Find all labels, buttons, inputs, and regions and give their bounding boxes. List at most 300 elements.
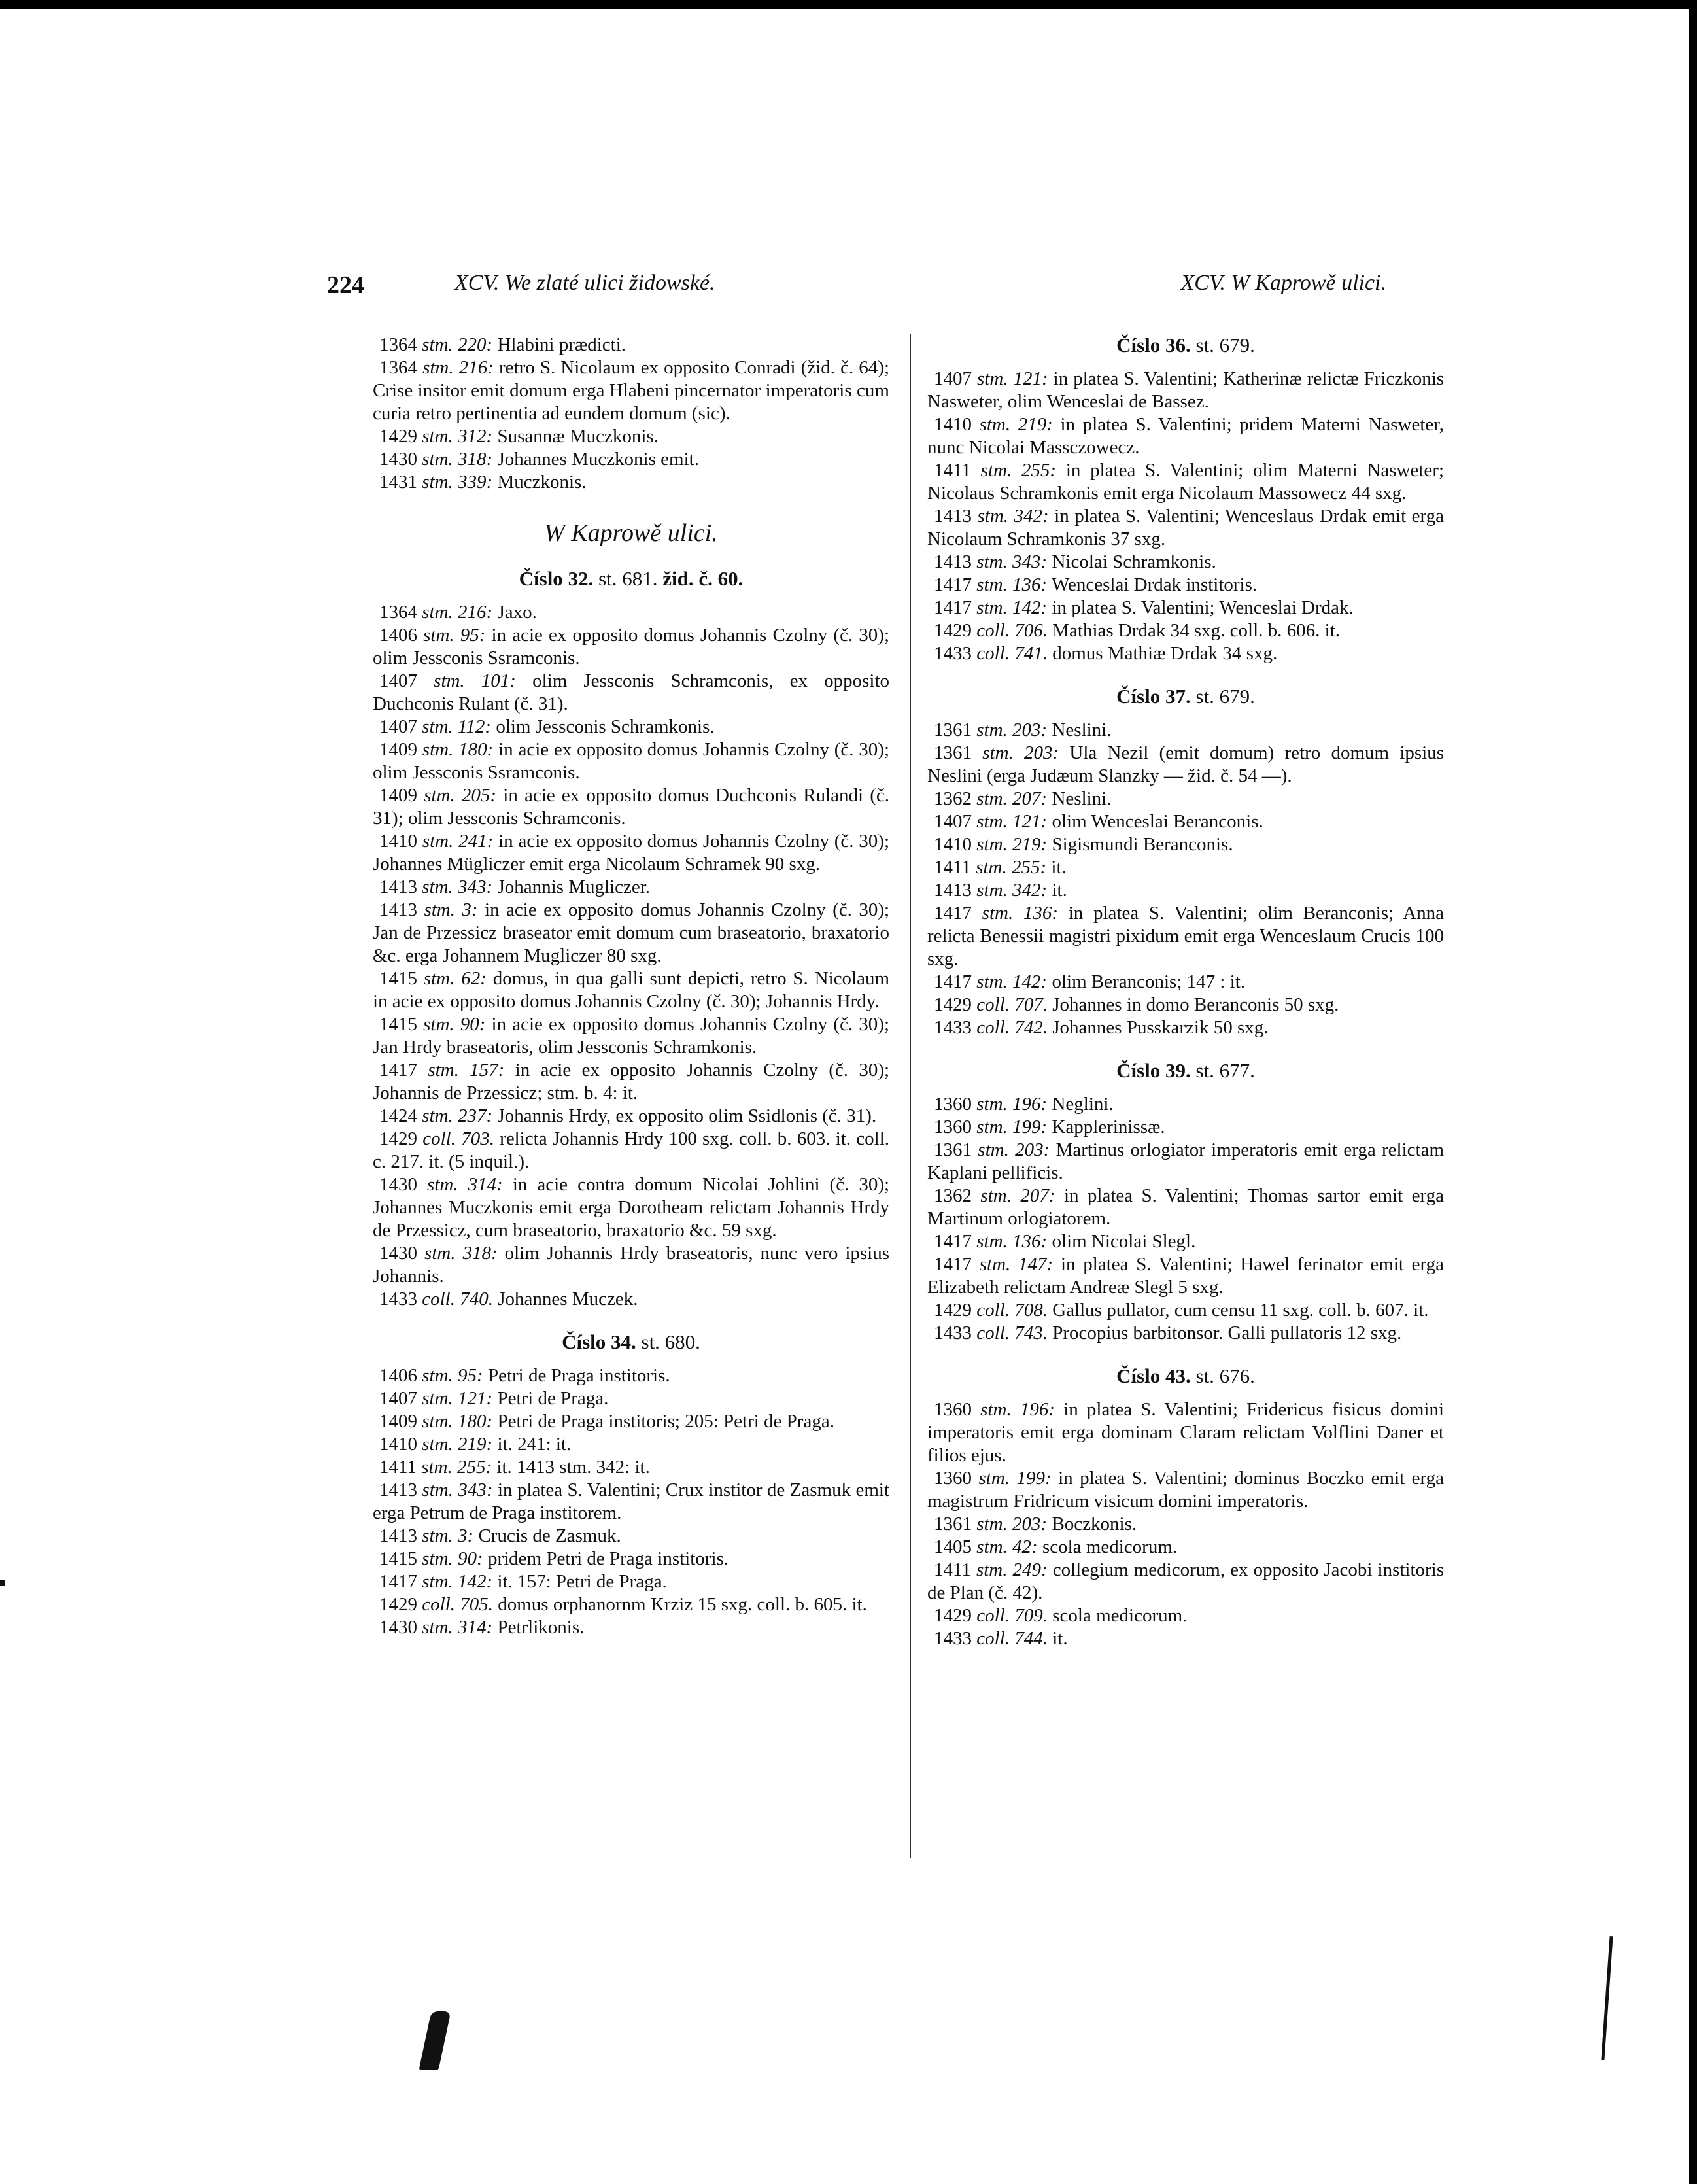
record-entry [927, 1322, 1444, 1345]
record-entry [927, 574, 1444, 597]
entry-text: Kapplerinissæ. [1052, 1117, 1165, 1137]
entry-number: 90: [460, 1014, 486, 1035]
entry-number: 207: [1012, 788, 1048, 809]
record-entry [927, 642, 1444, 665]
entry-number: 241: [458, 831, 494, 852]
entry-text: domus, in qua galli sunt depicti, retro S. Nicolaum in acie ex opposito domus Johannis Czolny (č. 30); Johannis Hrdy. [373, 968, 890, 1012]
right-sections [927, 334, 1444, 1650]
cislo-label: Číslo [1116, 685, 1161, 708]
record-entry [927, 368, 1444, 413]
record-entry [373, 1616, 889, 1639]
entry-text: collegium medicorum, ex opposito Jacobi institoris de Plan (č. 42). [927, 1559, 1445, 1603]
entry-source: stm. [976, 880, 1008, 901]
entry-source: coll. [976, 620, 1010, 641]
scan-edge-line [1601, 1936, 1613, 2060]
cislo-label: Číslo [562, 1330, 606, 1353]
entry-source: coll. [976, 994, 1010, 1015]
entry-number: 196: [1012, 1094, 1048, 1115]
entry-source: stm. [423, 1014, 454, 1035]
cislo-st: st. 679. [1195, 685, 1255, 708]
cislo-label: Číslo [1116, 334, 1161, 356]
entry-year: 1364 [379, 357, 417, 378]
entry-source: stm. [428, 1060, 459, 1081]
record-entry [927, 459, 1444, 505]
entry-text: in acie ex opposito domus Johannis Czolny (č. 30); Jan de Przessicz braseator emit domum cum braseatorio, braxatorio &c. erga Johannem Mugliczer 80 sxg. [373, 899, 890, 966]
entry-number: 709. [1014, 1605, 1048, 1626]
entry-source: stm. [422, 1105, 453, 1126]
entry-text: Wenceslai Drdak institoris. [1051, 574, 1258, 595]
entry-source: stm. [422, 334, 453, 355]
entry-year: 1360 [934, 1094, 972, 1115]
entry-year: 1411 [934, 1559, 971, 1580]
record-entry [373, 830, 889, 876]
record-entry [373, 471, 889, 494]
record-entry [927, 1467, 1444, 1513]
record-entry [927, 1559, 1444, 1604]
record-entry [927, 742, 1444, 788]
entry-source: stm. [982, 903, 1014, 924]
entry-text: Petri de Praga institoris; 205: Petri de Praga. [497, 1411, 834, 1432]
entry-year: 1406 [379, 1365, 417, 1386]
entry-source: coll. [976, 1323, 1010, 1343]
entry-number: 705. [460, 1594, 493, 1615]
entry-text: it. [1052, 1628, 1068, 1649]
entry-source: stm. [423, 968, 455, 989]
entry-year: 1407 [379, 670, 417, 691]
cislo-label: Číslo [1116, 1059, 1161, 1082]
entry-text: it. 241: it. [497, 1434, 572, 1455]
cislo-st: st. 679. [1195, 334, 1255, 356]
entry-number: 343: [1012, 551, 1048, 572]
entry-text: Johannes in domo Beranconis 50 sxg. [1052, 994, 1339, 1015]
entry-number: 339: [458, 472, 493, 493]
entry-year: 1433 [934, 1017, 972, 1038]
entry-text: Johannes Muczek. [498, 1289, 638, 1309]
entry-number: 62: [461, 968, 487, 989]
record-entry [373, 1173, 889, 1242]
record-entry [373, 1410, 889, 1433]
entry-text: Procopius barbitonsor. Galli pullatoris 12 sxg. [1052, 1323, 1402, 1343]
entry-text: in platea S. Valentini; Thomas sartor emit erga Martinum orlogiatorem. [927, 1185, 1444, 1229]
entry-number: 220: [458, 334, 493, 355]
entry-number: 314: [468, 1174, 503, 1195]
entry-source: stm. [434, 670, 465, 691]
entry-text: pridem Petri de Praga institoris. [487, 1548, 729, 1569]
entry-number: 255: [456, 1457, 492, 1478]
record-entry [927, 1398, 1444, 1467]
entry-text: Sigismundi Beranconis. [1052, 834, 1233, 855]
record-entry [927, 1513, 1444, 1536]
entry-text: Petrlikonis. [497, 1617, 585, 1638]
record-entry [927, 619, 1444, 642]
cislo-number: 39. [1165, 1059, 1191, 1082]
entry-number: 95: [460, 625, 486, 646]
intro-entries [373, 334, 889, 494]
record-entry [927, 1093, 1444, 1116]
entry-source: stm. [976, 834, 1008, 855]
entry-year: 1360 [934, 1468, 972, 1489]
entry-text: in platea S. Valentini; Crux institor de Zasmuk emit erga Petrum de Praga institorem. [373, 1480, 890, 1523]
entry-source: stm. [980, 1185, 1012, 1206]
record-entry [927, 1016, 1444, 1039]
entry-number: 255: [1021, 460, 1057, 481]
entry-source: stm. [976, 597, 1008, 618]
entry-text: Nicolai Schramkonis. [1052, 551, 1216, 572]
entry-text: Boczkonis. [1052, 1514, 1137, 1534]
entry-source: stm. [977, 506, 1009, 527]
entry-number: 703. [461, 1128, 494, 1149]
entry-number: 95: [458, 1365, 483, 1386]
entry-text: in platea S. Valentini; olim Beranconis; Anna relicta Benessii magistri pixidum emit erga Wenceslaum Crucis 100 sxg. [927, 903, 1445, 969]
entry-text: in platea S. Valentini; Katherinæ relictæ Friczkonis Nasweter, olim Wenceslai de Bassez. [927, 368, 1445, 412]
entry-source: stm. [422, 1388, 453, 1409]
entry-number: 708. [1014, 1300, 1048, 1321]
house-number-heading [927, 1364, 1444, 1388]
entry-number: 314: [458, 1617, 493, 1638]
record-entry [927, 719, 1444, 742]
entry-number: 42: [1012, 1536, 1038, 1557]
record-entry [373, 1059, 889, 1105]
entry-number: 3: [458, 1525, 474, 1546]
entry-year: 1362 [934, 1185, 972, 1206]
entry-source: stm. [978, 1468, 1010, 1489]
entry-source: stm. [422, 1571, 453, 1592]
record-entry [927, 994, 1444, 1016]
entry-year: 1415 [379, 968, 417, 989]
entry-year: 1407 [379, 716, 417, 737]
entry-number: 142: [1012, 971, 1048, 992]
record-entry [373, 1433, 889, 1456]
entry-year: 1429 [379, 426, 417, 447]
entry-year: 1410 [379, 1434, 417, 1455]
entry-year: 1405 [934, 1536, 972, 1557]
record-entry [373, 334, 889, 356]
entry-source: coll. [976, 643, 1010, 664]
entry-source: stm. [422, 449, 453, 470]
record-entry [373, 448, 889, 471]
entry-year: 1430 [379, 1617, 417, 1638]
entry-number: 219: [1012, 834, 1048, 855]
scan-border-top [0, 0, 1697, 9]
entry-text: in acie ex opposito domus Johannis Czolny (č. 30); olim Jessconis Ssramconis. [373, 625, 890, 668]
cislo-st: st. 677. [1195, 1059, 1255, 1082]
entry-number: 343: [458, 876, 493, 897]
entry-source: stm. [422, 1525, 453, 1546]
entry-text: Crucis de Zasmuk. [478, 1525, 621, 1546]
house-number-heading [373, 1330, 889, 1354]
entry-number: 101: [481, 670, 516, 691]
entry-text: Johannis Mugliczer. [497, 876, 651, 897]
record-entry [373, 601, 889, 624]
entry-year: 1413 [379, 876, 417, 897]
entry-number: 744. [1014, 1628, 1048, 1649]
entry-text: olim Johannis Hrdy braseatoris, nunc vero ipsius Johannis. [373, 1243, 889, 1287]
cislo-number: 43. [1165, 1364, 1191, 1387]
entry-text: olim Jessconis Schramconis, ex opposito Duchconis Rulant (č. 31). [373, 670, 890, 714]
entry-text: it. [1052, 880, 1067, 901]
entry-text: in acie ex opposito Johannis Czolny (č. 30); Johannis de Przessicz; stm. b. 4: it. [373, 1060, 890, 1103]
record-entry [927, 1116, 1444, 1139]
entry-text: in acie ex opposito domus Duchconis Rulandi (č. 31); olim Jessconis Schramconis. [373, 785, 890, 829]
entry-number: 742. [1014, 1017, 1048, 1038]
record-entry [373, 1479, 889, 1525]
entry-year: 1413 [934, 551, 972, 572]
entry-number: 219: [1018, 414, 1053, 435]
record-entry [927, 1253, 1444, 1299]
entry-text: scola medicorum. [1052, 1605, 1188, 1626]
entry-year: 1417 [934, 574, 972, 595]
entry-source: stm. [422, 739, 454, 760]
entry-text: olim Beranconis; 147 : it. [1052, 971, 1246, 992]
entry-year: 1361 [934, 742, 972, 763]
entry-text: in platea S. Valentini; dominus Boczko emit erga magistrum Fridricum visicum domini imperatoris. [927, 1468, 1445, 1512]
entry-source: stm. [976, 368, 1008, 389]
entry-year: 1415 [379, 1014, 417, 1035]
running-head-left: XCV. We zlaté ulici židowské. [454, 271, 715, 295]
entry-text: Johannes Muczkonis emit. [497, 449, 699, 470]
entry-number: 3: [462, 899, 478, 920]
entry-text: domus orphanornm Krziz 15 sxg. coll. b. 605. it. [498, 1594, 867, 1615]
entry-year: 1410 [379, 831, 417, 852]
entry-text: Neslini. [1052, 788, 1112, 809]
entry-source: stm. [978, 1139, 1009, 1160]
entry-year: 1361 [934, 1139, 972, 1160]
entry-source: stm. [422, 357, 454, 378]
entry-source: stm. [422, 876, 453, 897]
cislo-number: 34. [611, 1330, 636, 1353]
entry-year: 1409 [379, 739, 417, 760]
entry-source: stm. [976, 574, 1008, 595]
column-divider [910, 334, 911, 1858]
entry-year: 1413 [934, 506, 972, 527]
entry-source: stm. [976, 1514, 1008, 1534]
entry-source: stm. [422, 1411, 453, 1432]
cislo-st: st. 676. [1195, 1364, 1255, 1387]
entry-source: stm. [422, 1480, 453, 1500]
record-entry [927, 597, 1444, 619]
entry-source: coll. [422, 1289, 455, 1309]
scan-mark [0, 1580, 5, 1586]
record-entry [373, 356, 889, 425]
entry-text: Hlabini prædicti. [497, 334, 626, 355]
record-entry [373, 1456, 889, 1479]
entry-year: 1410 [934, 834, 972, 855]
record-entry [373, 1364, 889, 1387]
entry-year: 1433 [934, 1323, 972, 1343]
entry-text: Martinus orlogiator imperatoris emit erga relictam Kaplani pellificis. [927, 1139, 1445, 1183]
entry-text: it. 157: Petri de Praga. [497, 1571, 667, 1592]
entry-year: 1417 [379, 1060, 417, 1081]
entry-number: 142: [458, 1571, 493, 1592]
entry-source: stm. [976, 811, 1008, 832]
entry-number: 706. [1014, 620, 1048, 641]
entry-source: stm. [424, 899, 455, 920]
entry-text: Mathias Drdak 34 sxg. coll. b. 606. it. [1052, 620, 1341, 641]
page-number: 224 [327, 271, 364, 299]
entry-text: it. 1413 stm. 342: it. [496, 1457, 650, 1478]
entry-year: 1424 [379, 1105, 417, 1126]
left-sections [373, 567, 889, 1639]
entry-number: 157: [470, 1060, 505, 1081]
entry-year: 1361 [934, 719, 972, 740]
entry-text: Gallus pullator, cum censu 11 sxg. coll. b. 607. it. [1052, 1300, 1429, 1321]
entry-number: 255: [1011, 857, 1047, 878]
entry-number: 203: [1012, 1514, 1048, 1534]
entry-text: Ula Nezil (emit domum) retro domum ipsius Neslini (erga Judæum Slanzky — žid. č. 54 —). [927, 742, 1445, 786]
entry-year: 1413 [934, 880, 972, 901]
entry-number: 312: [458, 426, 493, 447]
cislo-st: st. 681. [598, 567, 658, 590]
entry-year: 1417 [379, 1571, 417, 1592]
entry-year: 1407 [934, 811, 972, 832]
entry-text: relicta Johannis Hrdy 100 sxg. coll. b. 603. it. coll. c. 217. it. (5 inquil.). [373, 1128, 890, 1172]
entry-number: 203: [1012, 719, 1048, 740]
entry-text: Johannis Hrdy, ex opposito olim Ssidlonis (č. 31). [497, 1105, 877, 1126]
entry-year: 1430 [379, 1243, 417, 1264]
entry-year: 1415 [379, 1548, 417, 1569]
entry-number: 203: [1024, 742, 1059, 763]
cislo-label: Číslo [1116, 1364, 1161, 1387]
entry-year: 1406 [379, 625, 417, 646]
entry-number: 121: [1013, 368, 1048, 389]
entry-text: Muczkonis. [497, 472, 587, 493]
entry-text: scola medicorum. [1042, 1536, 1178, 1557]
entry-source: stm. [422, 716, 453, 737]
entry-text: domus Mathiæ Drdak 34 sxg. [1052, 643, 1278, 664]
entry-number: 216: [458, 357, 494, 378]
entry-number: 90: [458, 1548, 483, 1569]
entry-year: 1407 [379, 1388, 417, 1409]
house-number-heading [373, 567, 889, 591]
entry-source: coll. [976, 1628, 1010, 1649]
record-entry [927, 1627, 1444, 1650]
entry-year: 1410 [934, 414, 972, 435]
entry-year: 1433 [934, 1628, 972, 1649]
record-entry [927, 1139, 1444, 1185]
record-entry [927, 1536, 1444, 1559]
record-entry [373, 624, 889, 670]
entry-source: coll. [976, 1300, 1010, 1321]
entry-number: 136: [1012, 574, 1048, 595]
record-entry [373, 1548, 889, 1570]
entry-year: 1409 [379, 1411, 417, 1432]
entry-source: stm. [424, 785, 455, 806]
entry-number: 216: [458, 602, 493, 623]
record-entry [927, 413, 1444, 459]
record-entry [373, 1242, 889, 1288]
entry-source: stm. [423, 625, 454, 646]
entry-year: 1360 [934, 1399, 972, 1420]
record-entry [927, 1185, 1444, 1230]
record-entry [927, 856, 1444, 879]
entry-year: 1413 [379, 899, 417, 920]
entry-year: 1429 [934, 994, 972, 1015]
record-entry [927, 505, 1444, 551]
entry-year: 1429 [934, 1300, 972, 1321]
record-entry [927, 879, 1444, 902]
entry-text: Jaxo. [497, 602, 537, 623]
entry-year: 1417 [934, 971, 972, 992]
entry-number: 342: [1012, 880, 1048, 901]
entry-source: stm. [421, 1457, 453, 1478]
record-entry [373, 1288, 889, 1311]
record-entry [373, 967, 889, 1013]
record-entry [927, 788, 1444, 810]
entry-text: in acie ex opposito domus Johannis Czolny (č. 30); Jan Hrdy braseatoris, olim Jessconis Schramkonis. [373, 1014, 890, 1058]
entry-source: stm. [980, 1399, 1012, 1420]
entry-text: in platea S. Valentini; pridem Materni Nasweter, nunc Nicolai Massczowecz. [927, 414, 1444, 458]
entry-number: 743. [1014, 1323, 1048, 1343]
entry-year: 1429 [934, 1605, 972, 1626]
entry-number: 343: [458, 1480, 493, 1500]
entry-year: 1411 [934, 460, 971, 481]
entry-source: stm. [982, 742, 1014, 763]
entry-number: 180: [458, 739, 494, 760]
scan-border-right [1689, 0, 1697, 2184]
cislo-number: 36. [1165, 334, 1191, 356]
entry-number: 318: [462, 1243, 498, 1264]
entry-source: stm. [976, 1094, 1008, 1115]
entry-text: Petri de Praga. [497, 1388, 609, 1409]
entry-year: 1429 [379, 1594, 417, 1615]
entry-number: 740. [460, 1289, 493, 1309]
record-entry [927, 1604, 1444, 1627]
record-entry [373, 784, 889, 830]
section-title: W Kaprowě ulici. [544, 519, 718, 547]
entry-source: stm. [976, 971, 1008, 992]
entry-source: stm. [422, 602, 453, 623]
entry-source: stm. [976, 1559, 1008, 1580]
entry-number: 237: [458, 1105, 493, 1126]
entry-source: stm. [422, 1617, 453, 1638]
entry-number: 318: [458, 449, 493, 470]
running-header [327, 271, 1386, 310]
entry-year: 1429 [379, 1128, 417, 1149]
entry-source: stm. [976, 1117, 1008, 1137]
left-column [373, 334, 889, 1639]
entry-source: stm. [980, 460, 1012, 481]
entry-text: olim Wenceslai Beranconis. [1052, 811, 1263, 832]
entry-text: olim Nicolai Slegl. [1052, 1231, 1196, 1252]
entry-year: 1430 [379, 1174, 417, 1195]
entry-year: 1429 [934, 620, 972, 641]
entry-year: 1360 [934, 1117, 972, 1137]
entry-source: stm. [976, 857, 1007, 878]
entry-number: 121: [1012, 811, 1048, 832]
record-entry [373, 1105, 889, 1128]
entry-text: in acie ex opposito domus Johannis Czolny (č. 30); Johannes Mügliczer emit erga Nicolaum Schramek 90 sxg. [373, 831, 890, 875]
entry-year: 1364 [379, 334, 417, 355]
entry-year: 1417 [934, 597, 972, 618]
entry-source: stm. [976, 719, 1008, 740]
entry-number: 136: [1023, 903, 1059, 924]
entry-text: olim Jessconis Schramkonis. [496, 716, 715, 737]
entry-source: coll. [976, 1605, 1010, 1626]
entry-number: 741. [1014, 643, 1048, 664]
entry-year: 1362 [934, 788, 972, 809]
entry-year: 1409 [379, 785, 417, 806]
record-entry [373, 899, 889, 967]
entry-year: 1411 [934, 857, 971, 878]
entry-number: 707. [1014, 994, 1048, 1015]
entry-text: Neglini. [1052, 1094, 1114, 1115]
entry-text: in acie contra domum Nicolai Johlini (č. 30); Johannes Muczkonis emit erga Dorotheam relictam Johannis Hrdy de Przessicz, cum braseatorio, braxatorio &c. 59 sxg. [373, 1174, 890, 1241]
entry-year: 1364 [379, 602, 417, 623]
entry-number: 219: [458, 1434, 493, 1455]
record-entry [927, 1299, 1444, 1322]
house-number-heading [927, 685, 1444, 708]
record-entry [373, 1387, 889, 1410]
